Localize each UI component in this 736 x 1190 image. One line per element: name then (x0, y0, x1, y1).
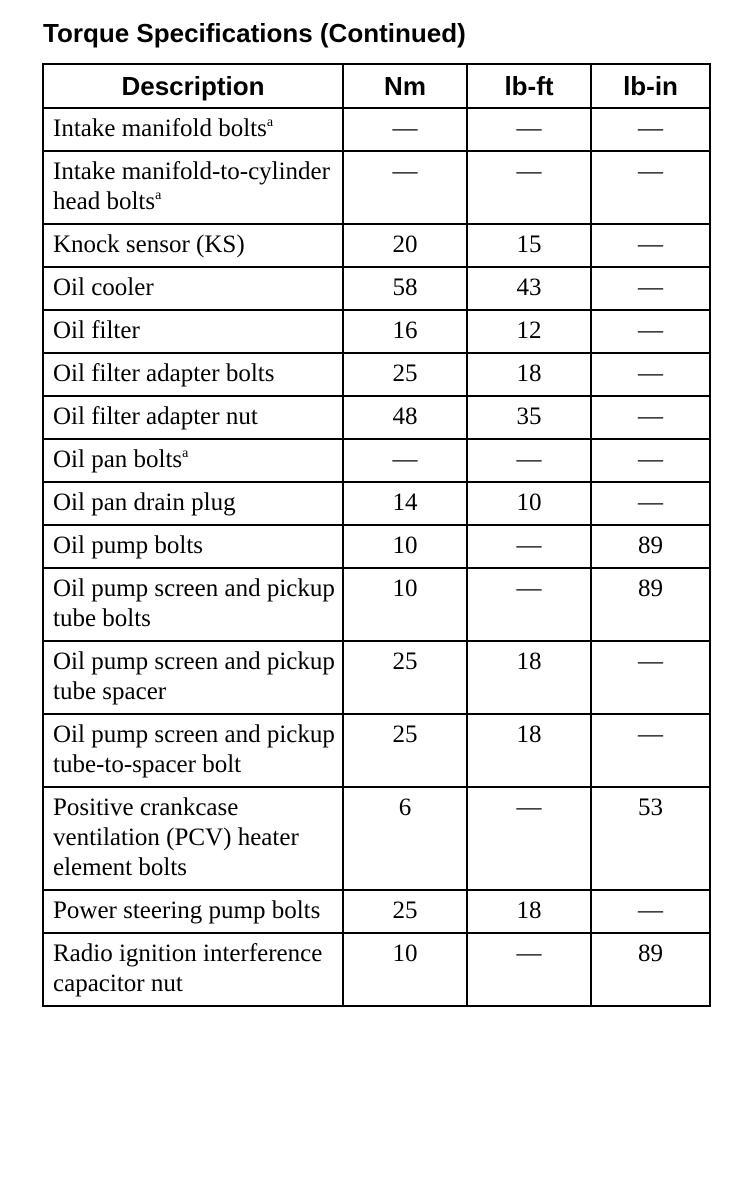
row-lb-ft-value: — (467, 108, 591, 151)
row-lb-in-value: — (591, 353, 710, 396)
row-lb-in-value: 89 (591, 525, 710, 568)
row-description-text: Oil pump screen and pickup tube bolts (53, 575, 335, 632)
row-description (43, 151, 343, 224)
torque-spec-table (42, 63, 711, 1007)
row-description (43, 439, 343, 482)
table-row (43, 787, 710, 890)
row-description-text: Oil pan drain plug (53, 489, 236, 516)
table-row (43, 525, 710, 568)
row-description-text: Positive crankcase ventilation (PCV) heater element bolts (53, 794, 299, 881)
row-nm-value: 14 (343, 482, 467, 525)
row-description-text: Radio ignition interference capacitor nut (53, 940, 323, 997)
row-description-text: Oil pump screen and pickup tube-to-spacer bolt (53, 721, 335, 778)
row-lb-ft-value: 18 (467, 890, 591, 933)
row-lb-in-value: 53 (591, 787, 710, 890)
page-title: Torque Specifications (Continued) (43, 18, 466, 48)
row-nm-value: — (343, 439, 467, 482)
row-lb-in-value: — (591, 482, 710, 525)
row-lb-in-value: — (591, 641, 710, 714)
row-description (43, 353, 343, 396)
row-lb-ft-value: — (467, 933, 591, 1006)
row-lb-ft-value: 10 (467, 482, 591, 525)
row-description (43, 714, 343, 787)
row-lb-ft-value: — (467, 151, 591, 224)
row-lb-ft-value: 18 (467, 641, 591, 714)
column-header-nm: Nm (343, 64, 467, 108)
row-description-text: Oil filter adapter nut (53, 403, 258, 430)
row-description-text: Oil filter (53, 317, 140, 344)
column-header-lb-in: lb-in (591, 64, 710, 108)
row-description-text: Intake manifold bolts (53, 115, 267, 142)
table-row (43, 641, 710, 714)
row-lb-in-value: — (591, 439, 710, 482)
row-lb-in-value: 89 (591, 568, 710, 641)
table-row (43, 396, 710, 439)
row-description (43, 482, 343, 525)
row-description-text: Oil pan bolts (53, 446, 183, 473)
row-lb-in-value: — (591, 396, 710, 439)
row-description-text: Oil cooler (53, 274, 154, 301)
table-body (43, 108, 710, 1006)
row-description-text: Knock sensor (KS) (53, 231, 245, 258)
table-row (43, 108, 710, 151)
row-lb-in-value: — (591, 310, 710, 353)
row-nm-value: — (343, 108, 467, 151)
row-description (43, 525, 343, 568)
row-nm-value: 20 (343, 224, 467, 267)
row-nm-value: 25 (343, 714, 467, 787)
row-description (43, 396, 343, 439)
row-description (43, 224, 343, 267)
row-nm-value: — (343, 151, 467, 224)
row-description-text: Oil pump bolts (53, 532, 204, 559)
row-nm-value: 10 (343, 525, 467, 568)
row-lb-in-value: — (591, 108, 710, 151)
row-nm-value: 58 (343, 267, 467, 310)
row-lb-ft-value: 18 (467, 353, 591, 396)
row-lb-in-value: — (591, 151, 710, 224)
table-header-row (43, 64, 710, 108)
table-row (43, 267, 710, 310)
row-description (43, 933, 343, 1006)
row-nm-value: 48 (343, 396, 467, 439)
row-lb-in-value: — (591, 224, 710, 267)
row-nm-value: 10 (343, 568, 467, 641)
row-nm-value: 10 (343, 933, 467, 1006)
row-lb-ft-value: — (467, 568, 591, 641)
row-lb-ft-value: 18 (467, 714, 591, 787)
row-description-text: Power steering pump bolts (53, 897, 321, 924)
row-lb-ft-value: 35 (467, 396, 591, 439)
row-description (43, 310, 343, 353)
table-row (43, 568, 710, 641)
row-lb-in-value: — (591, 714, 710, 787)
row-nm-value: 6 (343, 787, 467, 890)
row-description-text: Oil pump screen and pickup tube spacer (53, 648, 335, 705)
table-row (43, 310, 710, 353)
row-lb-ft-value: — (467, 525, 591, 568)
table-row (43, 439, 710, 482)
row-lb-ft-value: 12 (467, 310, 591, 353)
column-header-lb-ft: lb-ft (467, 64, 591, 108)
row-description (43, 787, 343, 890)
footnote-marker: a (182, 446, 189, 461)
row-nm-value: 16 (343, 310, 467, 353)
table-row (43, 151, 710, 224)
row-nm-value: 25 (343, 353, 467, 396)
row-lb-in-value: — (591, 890, 710, 933)
table-row (43, 224, 710, 267)
table-row (43, 714, 710, 787)
row-description-text: Intake manifold-to-cylinder head bolts (53, 158, 330, 215)
row-description (43, 641, 343, 714)
row-lb-ft-value: — (467, 439, 591, 482)
row-lb-ft-value: 43 (467, 267, 591, 310)
row-description (43, 267, 343, 310)
row-description (43, 568, 343, 641)
table-row (43, 353, 710, 396)
footnote-marker: a (155, 188, 162, 203)
table-row (43, 933, 710, 1006)
row-lb-in-value: 89 (591, 933, 710, 1006)
row-lb-ft-value: 15 (467, 224, 591, 267)
column-header-description: Description (43, 64, 343, 108)
table-row (43, 890, 710, 933)
row-nm-value: 25 (343, 641, 467, 714)
table-row (43, 482, 710, 525)
row-lb-in-value: — (591, 267, 710, 310)
row-nm-value: 25 (343, 890, 467, 933)
row-description (43, 890, 343, 933)
row-description (43, 108, 343, 151)
row-description-text: Oil filter adapter bolts (53, 360, 275, 387)
row-lb-ft-value: — (467, 787, 591, 890)
footnote-marker: a (266, 115, 274, 130)
